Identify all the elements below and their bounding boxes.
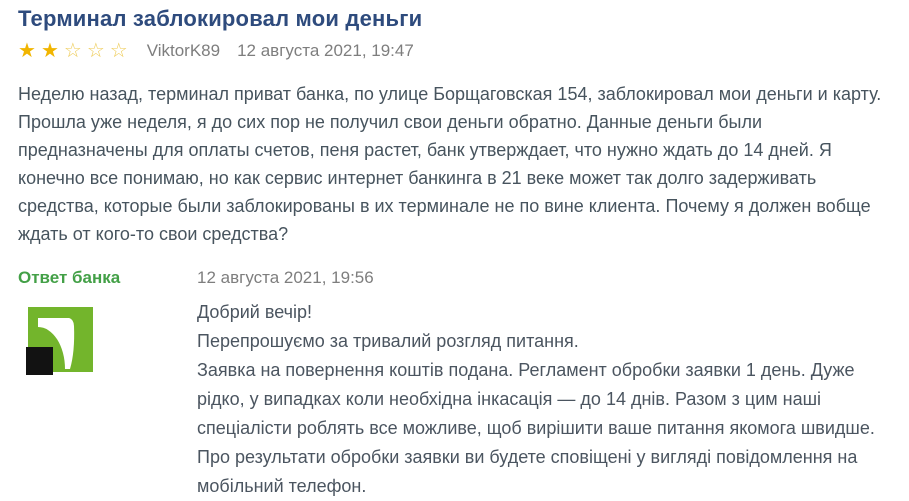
reply-body-text: Заявка на повернення коштів подана. Регламент обробки заявки 1 день. Дуже рідко, у випадках коли необхідна інкасація — до 14 днів. Разом з цим наші спеціалісти роблять все можливе, щоб вирішити ваше питання якомога швидше. Про результати обробки заявки ви будете сповіщені у вигляді повідомлення на мобільний телефон. xyxy=(197,360,875,496)
bank-reply-section xyxy=(18,265,891,501)
review-meta xyxy=(18,41,891,61)
review-title: Терминал заблокировал мои деньги xyxy=(18,6,423,31)
star-empty-icon: ☆ xyxy=(86,40,105,62)
bank-reply-content xyxy=(197,265,891,501)
logo-black-square xyxy=(26,347,53,375)
bank-reply-label: Ответ банка xyxy=(18,268,121,287)
review-author: ViktorK89 xyxy=(146,41,221,60)
reply-apology-line: Перепрошуємо за тривалий розгляд питання. xyxy=(197,331,579,351)
review-date: 12 августа 2021, 19:47 xyxy=(237,41,414,60)
reply-greeting-line: Добрий вечір! xyxy=(197,302,312,322)
review-body-text: Неделю назад, терминал приват банка, по улице Борщаговская 154, заблокировал мои деньги и карту. Прошла уже неделя, я до сих пор не получил свои деньги обратно. Данные деньги были предназначены для оплаты счетов, пеня растет, банк утверждает, что нужно ждать до 14 дней. Я конечно все понимаю, но как сервис интернет банкинга в 21 веке может так долго задерживать средства, которые были заблокированы в их терминале не по вине клиента. Почему я должен вобще ждать от кого-то свои средства? xyxy=(18,84,882,244)
star-rating xyxy=(18,41,133,61)
bank-reply-left-column xyxy=(18,265,197,501)
bank-reply-date: 12 августа 2021, 19:56 xyxy=(197,268,374,287)
star-filled-icon: ★ xyxy=(18,40,36,62)
star-empty-icon: ☆ xyxy=(63,40,82,62)
star-filled-icon: ★ xyxy=(40,40,59,62)
privatbank-logo-icon xyxy=(25,307,105,380)
star-empty-icon: ☆ xyxy=(109,40,128,62)
